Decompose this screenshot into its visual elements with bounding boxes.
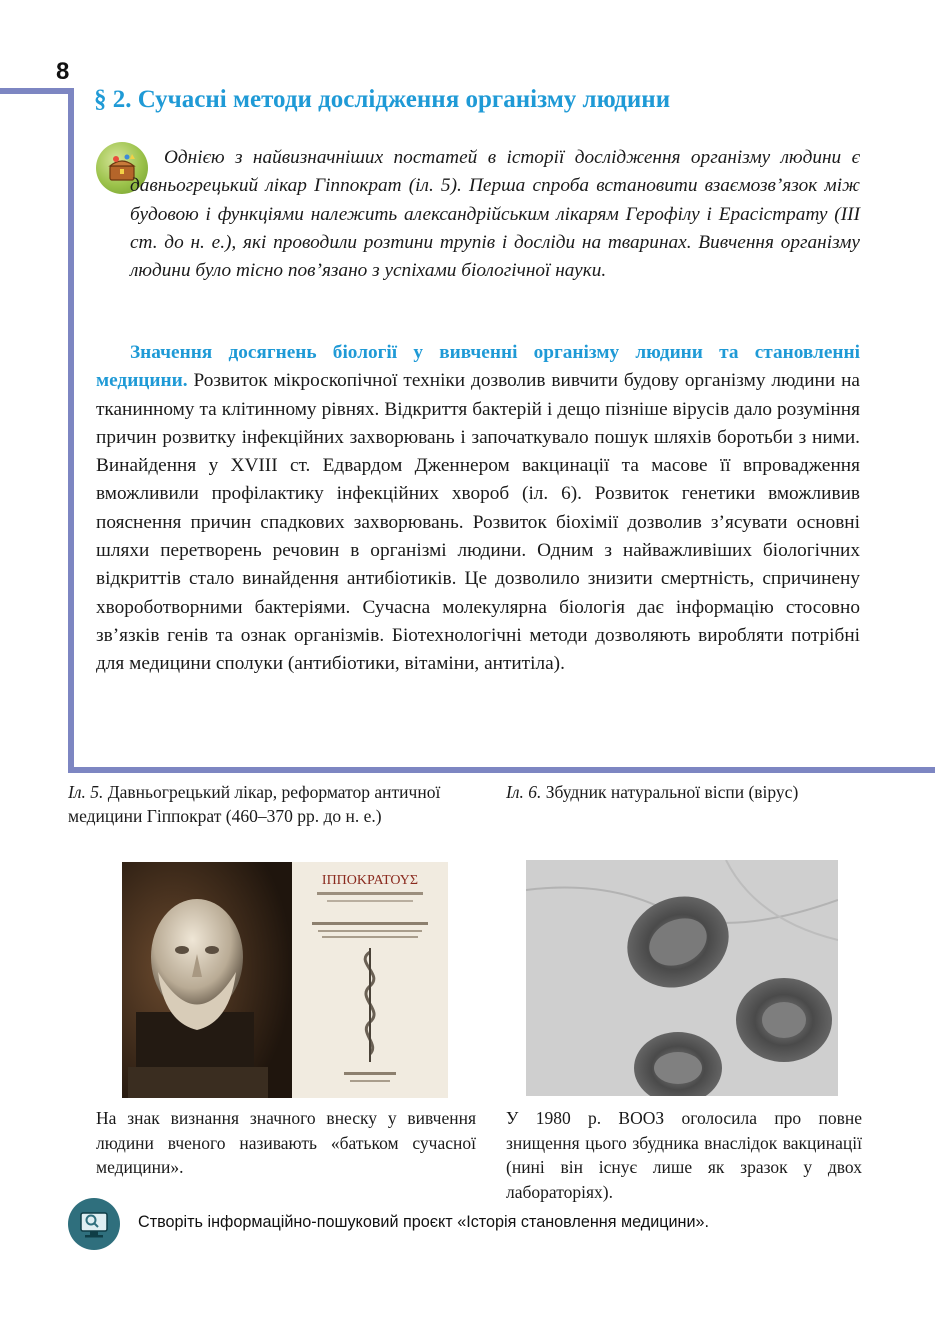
computer-search-icon [68,1198,120,1250]
figure-5-description: На знак визнання значного внеску у вивчення людини вченого називають «батьком сучасної медицини». [96,1108,476,1177]
frame-line-left [68,88,74,768]
page-number: 8 [56,58,70,85]
figure-6-label: Іл. 6. [506,782,542,802]
hippocrates-image [122,862,448,1098]
intro-paragraph: Однією з найвизначніших постатей в історії дослідження організму людини є давньогрецький лікар Гіппократ (іл. 5). Перша спроба встановити взаємозв’язок між будовою і функціями належить александрійським лікарям Герофілу і Ерасістрату (ІІІ ст. до н. е.), які проводили розтини трупів і досліди на тваринах. Вивчення організму людини було тісно пов’язано з успіхами біологічної науки. [130,147,860,282]
figure-5-caption [68,780,478,828]
subheading: Значення досягнень біології у вивченні організму людини та становленні медицини. [96,342,860,392]
figure-5-label: Іл. 5. [68,782,104,802]
main-paragraph-text: Розвиток мікроскопічної техніки дозволив вивчити будову організму людини на тканинному та клітинному рівнях. Відкриття бактерій і дещо пізніше вірусів дало розуміння причин розвитку інфекційних захворювань і започаткувало пошук шляхів боротьби з ними. Винайдення у XVIII ст. Едвардом Дженнером вакцинації та масове її впровадження вможливили профілактику інфекційних хвороб (іл. 6). Розвиток генетики вможливив пояснення причин спадкових захворювань. Розвиток біохімії дозволив з’ясувати основні шляхи перетворень речовин в організмі людини. Одним з найважливіших біологічних відкриттів стало винайдення антибіотиків. Це дозволило знизити смертність, спричинену хвороботворними бактеріями. Сучасна молекулярна біологія дає інформацію стосовно зв’язків генів та ознак організмів. Біотехнологічні методи дозволяють виробляти потрібні для медицини сполуки (антибіотики, вітаміни, антитіла). [96,370,860,675]
section-title: § 2. Сучасні методи дослідження організму людини [94,86,671,113]
book-title: ΙΠΠΟΚΡΑΤΟΥΣ [321,873,419,888]
figure-6-caption [506,780,866,804]
frame-line-top [0,88,74,94]
figure-6-caption-text: Збудник натуральної віспи (вірус) [545,782,799,802]
main-paragraph [96,339,860,679]
frame-line-bottom [68,767,935,773]
virus-micrograph-image [526,860,838,1096]
project-task: Створіть інформаційно-пошуковий проєкт «Історія становлення медицини». [138,1213,710,1231]
figure-6-description: У 1980 р. ВООЗ оголосила про повне знищення цього збудника внаслідок вакцинації (нині він існує лише як зразок у двох лабораторіях). [506,1108,862,1202]
figure-5-caption-text: Давньогрецький лікар, реформатор античної медицини Гіппократ (460–370 рр. до н. е.) [68,782,441,826]
